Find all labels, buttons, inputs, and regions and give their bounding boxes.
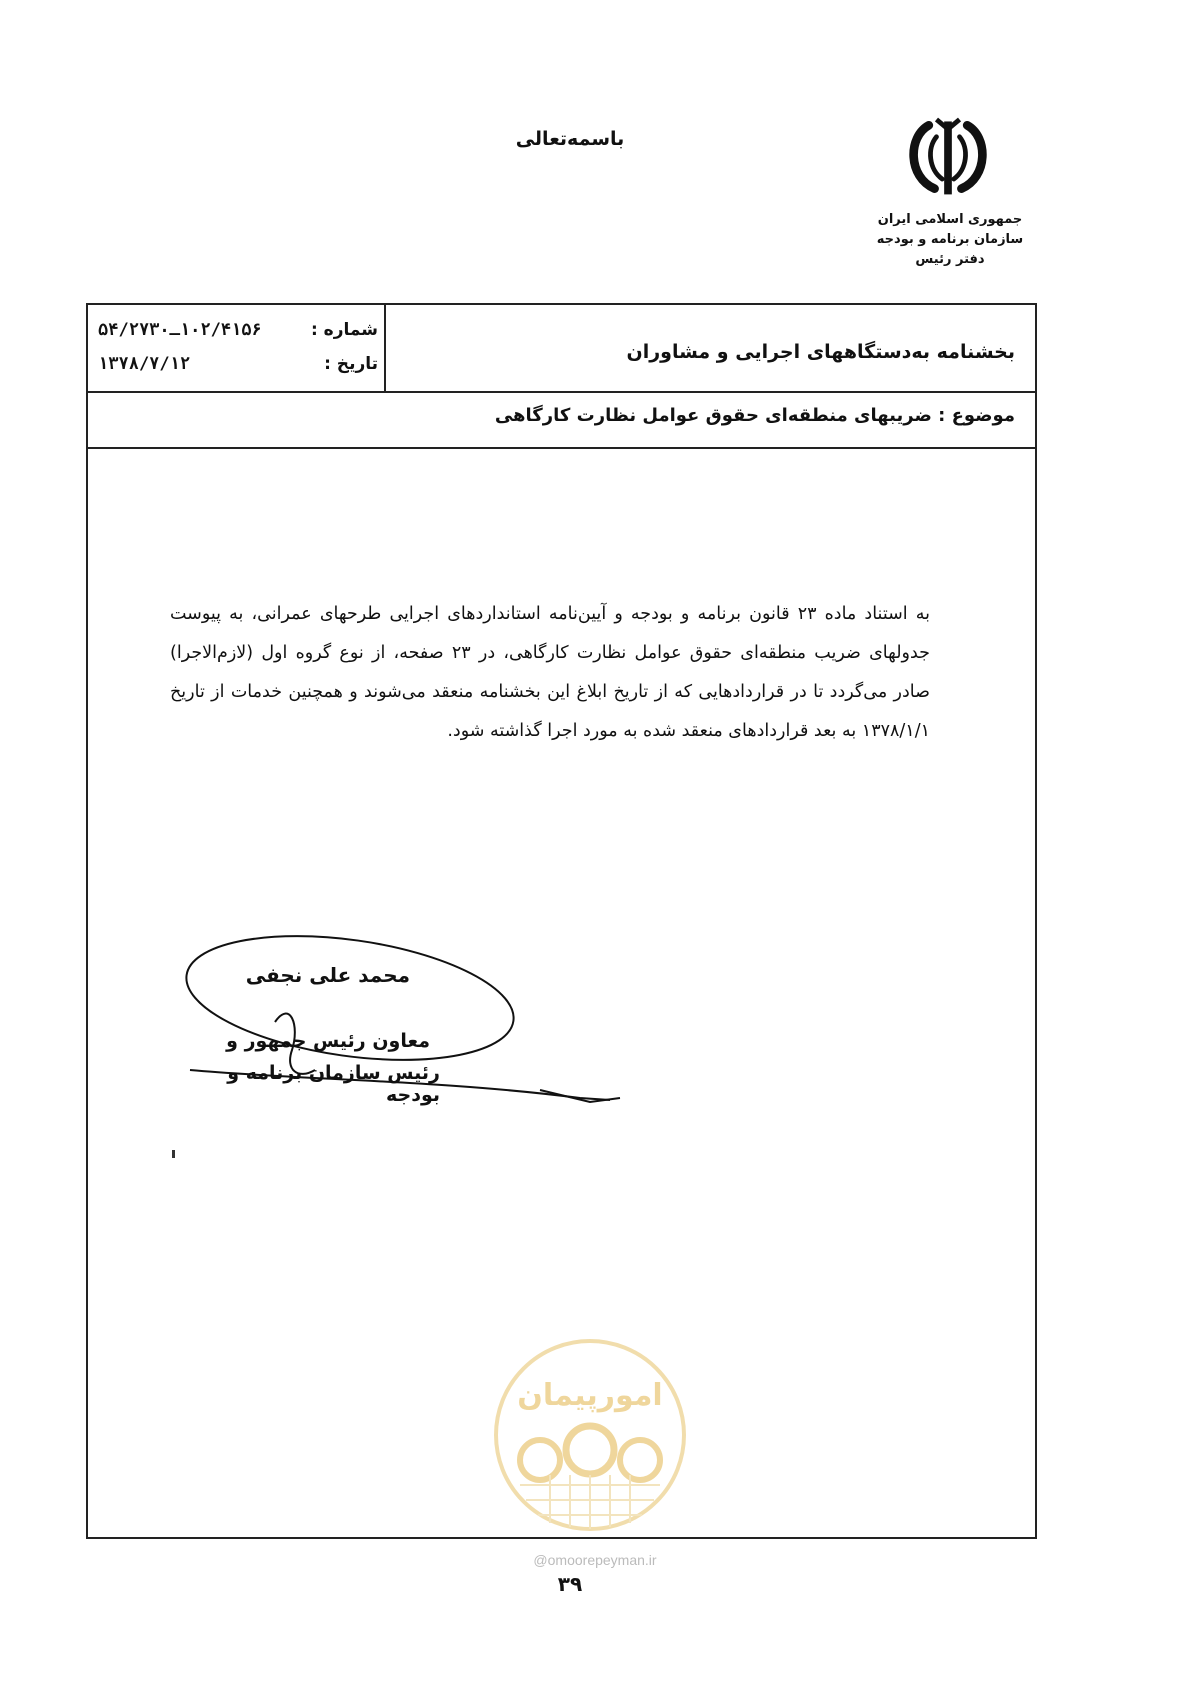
omoorepeyman-watermark-logo-icon bbox=[490, 1335, 690, 1535]
org-line-organization: سازمان برنامه و بودجه bbox=[876, 232, 1024, 247]
date-value: ۱۳۷۸/۷/۱۲ bbox=[98, 354, 191, 374]
number-value: ۱۰۲/۴۱۵۶ـ۵۴/۲۷۳۰ bbox=[98, 320, 262, 340]
watermark-url: @omoorepeyman.ir bbox=[533, 1552, 657, 1568]
number-label: شماره : bbox=[310, 320, 378, 340]
svg-text:امورپیمان: امورپیمان bbox=[517, 1378, 663, 1413]
header-row bbox=[88, 305, 1035, 393]
subject-row bbox=[88, 391, 1035, 449]
body-paragraph: به استناد ماده ۲۳ قانون برنامه و بودجه و آیین‌نامه استانداردهای اجرایی طرحهای عمرانی، به پیوست جدولهای ضریب منطقه‌ای حقوق عوامل نظارت کارگاهی، در ۲۳ صفحه، از نوع گروه اول (لازم‌الاجرا) صادر می‌گردد تا در قراردادهایی که از تاریخ ابلاغ این بخشنامه منعقد می‌شوند و همچنین خدمات از تاریخ ۱۳۷۸/۱/۱ به بعد قراردادهای منعقد شده به مورد اجرا گذاشته شود. bbox=[170, 604, 930, 741]
organization-block bbox=[860, 210, 1040, 270]
stray-mark bbox=[172, 1150, 175, 1158]
recipients: بخشنامه به‌دستگاههای اجرایی و مشاوران bbox=[626, 341, 1015, 363]
date-row bbox=[98, 347, 378, 381]
org-line-country: جمهوری اسلامی ایران bbox=[877, 212, 1023, 227]
iran-emblem-icon bbox=[900, 108, 996, 204]
column-divider bbox=[384, 305, 386, 391]
signatory-title-line1: معاون رئیس جمهور و bbox=[226, 1030, 430, 1052]
org-line-office: دفتر رئیس bbox=[915, 252, 985, 267]
signatory-title-line2: رئیس سازمان برنامه و بودجه bbox=[227, 1062, 440, 1106]
page-number: ۳۹ bbox=[557, 1572, 583, 1596]
invocation: باسمه‌تعالی bbox=[515, 128, 625, 150]
date-label: تاریخ : bbox=[324, 354, 378, 374]
signatory-name: محمد علی نجفی bbox=[245, 963, 410, 987]
watermark-url-text: omoorepeyman.ir bbox=[547, 1552, 657, 1568]
number-row bbox=[98, 313, 378, 347]
reference-block bbox=[98, 313, 378, 381]
subject: موضوع : ضریبهای منطقه‌ای حقوق عوامل نظارت کارگاهی bbox=[494, 405, 1015, 426]
